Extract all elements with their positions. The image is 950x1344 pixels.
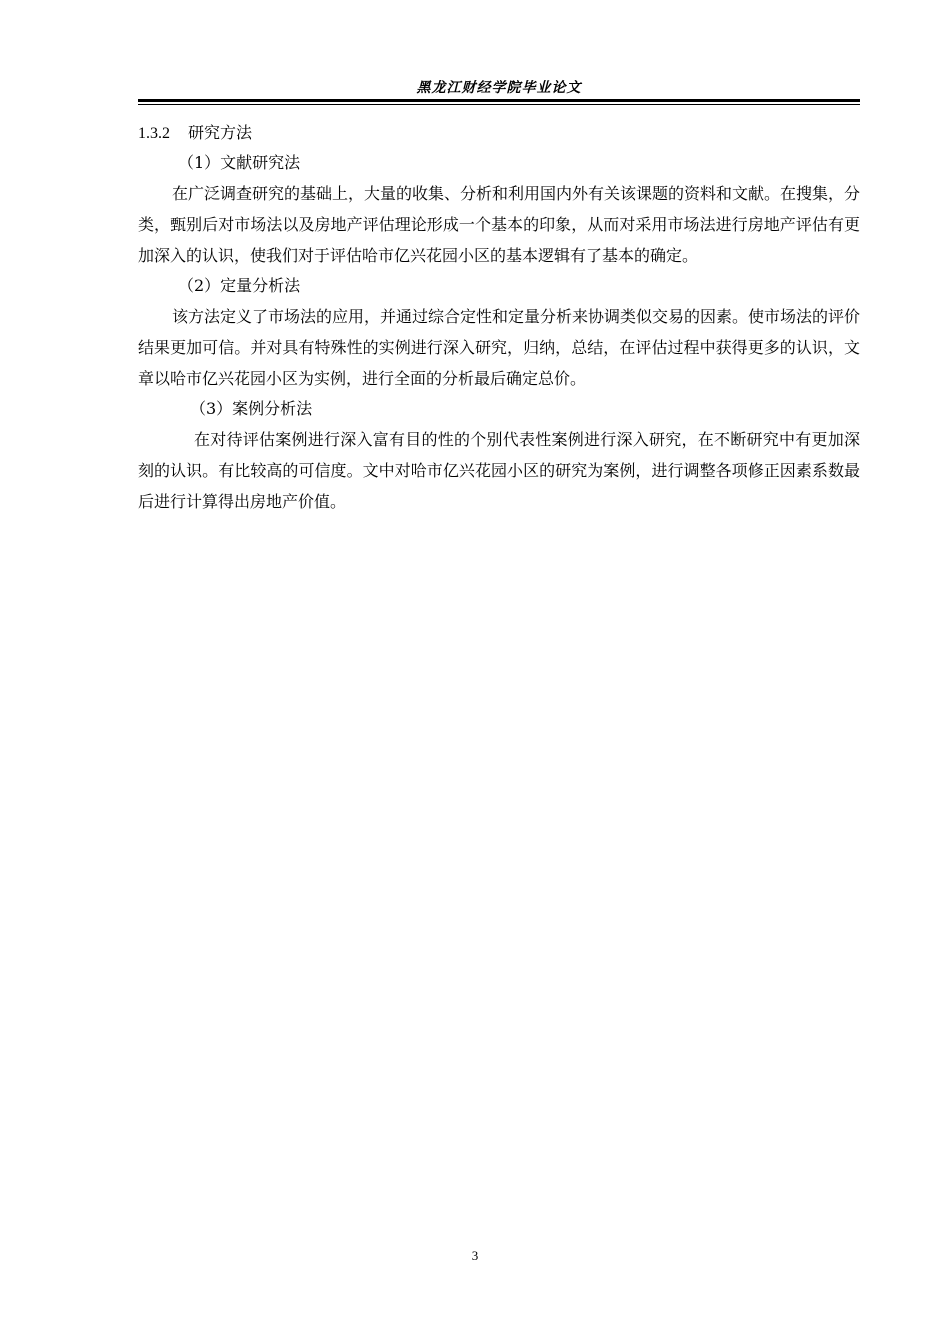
subsection-heading-literature: （1）文献研究法 [178,153,301,172]
section-title: 研究方法 [188,123,253,142]
section-heading [138,118,860,148]
page-number: 3 [471,1248,479,1263]
paragraph-literature: 在广泛调查研究的基础上，大量的收集、分析和利用国内外有关该课题的资料和文献。在搜集，分类，甄别后对市场法以及房地产评估理论形成一个基本的印象，从而对采用市场法进行房地产评估有更加深入的认识，使我们对于评估哈市亿兴花园小区的基本逻辑有了基本的确定。 [138,184,861,265]
paragraph-quantitative: 该方法定义了市场法的应用，并通过综合定性和定量分析来协调类似交易的因素。使市场法的评价结果更加可信。并对具有特殊性的实例进行深入研究，归纳，总结，在评估过程中获得更多的认识，文章以哈市亿兴花园小区为实例，进行全面的分析最后确定总价。 [138,307,861,388]
header-rule-thick [138,99,860,102]
subsection-heading-case-study: （3）案例分析法 [190,399,313,418]
subsection-heading-quantitative: （2）定量分析法 [178,276,301,295]
section-number: 1.3.2 [138,125,170,142]
running-header: 黑龙江财经学院毕业论文 [416,80,582,96]
header-rule-thin [138,104,860,105]
paragraph-case-study: 在对待评估案例进行深入富有目的性的个别代表性案例进行深入研究，在不断研究中有更加深刻的认识。有比较高的可信度。文中对哈市亿兴花园小区的研究为案例，进行调整各项修正因素系数最后进行计算得出房地产价值。 [138,430,860,511]
page-content [138,118,860,517]
